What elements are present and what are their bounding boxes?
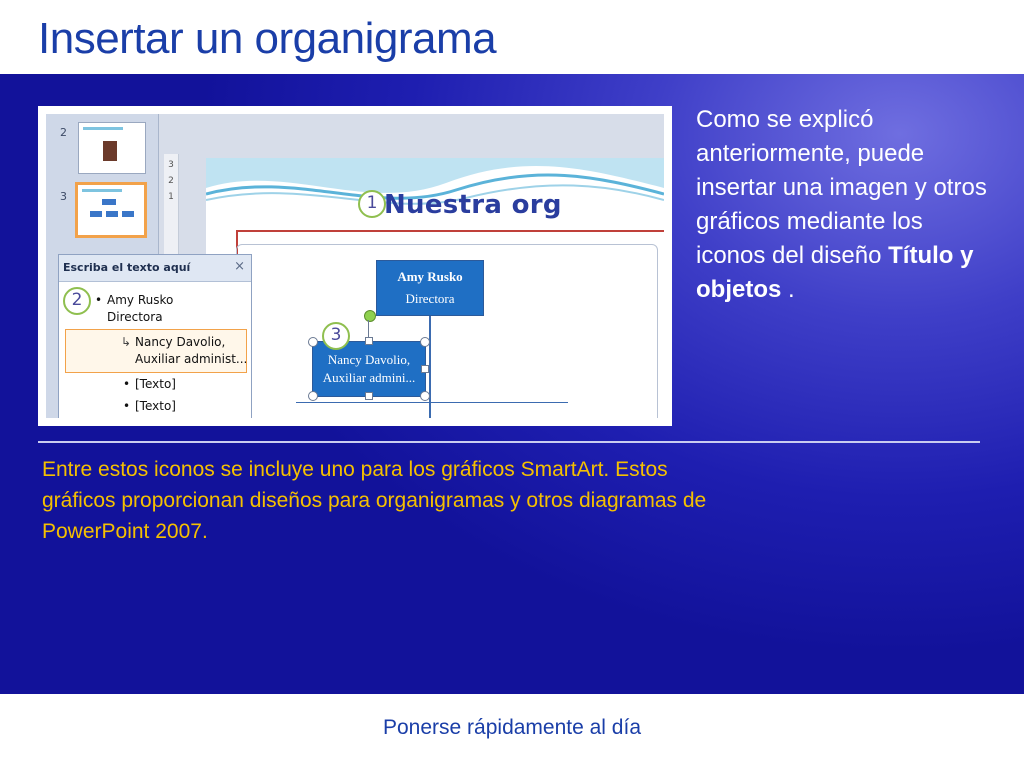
text-pane-header (59, 255, 251, 282)
title-bar (0, 0, 1024, 74)
callout-2: 2 (63, 287, 91, 315)
close-icon[interactable]: × (234, 259, 245, 274)
page-title: Insertar un organigrama (38, 14, 497, 63)
resize-handle[interactable] (365, 337, 373, 345)
org-top-role: Directora (405, 291, 455, 306)
resize-handle[interactable] (420, 391, 430, 401)
thumb-wave (82, 189, 122, 192)
ruler-mark: 2 (168, 176, 174, 186)
text-pane[interactable] (58, 254, 252, 418)
screenshot-frame (38, 106, 672, 426)
ruler-mark: 3 (168, 160, 174, 170)
footer-text: Ponerse rápidamente al día (383, 716, 641, 739)
org-box-top[interactable] (376, 260, 484, 316)
ruler-mark: 1 (168, 192, 174, 202)
divider (38, 441, 980, 443)
thumb-org-box (122, 211, 134, 217)
bullet-icon: • (123, 377, 131, 391)
thumb-number-2: 2 (60, 126, 67, 139)
body-text-part1: Como se explicó anteriormente, puede insertar una imagen y otros gráficos mediante los iconos del diseño (696, 106, 987, 269)
text-pane-item[interactable]: [Texto] (135, 377, 176, 391)
bullet-icon: • (123, 399, 131, 413)
text-pane-item[interactable]: [Texto] (135, 399, 176, 413)
text-pane-item[interactable]: Nancy Davolio, (135, 335, 226, 349)
body-text-bold: Título y objetos (696, 242, 974, 303)
text-pane-item[interactable]: Directora (107, 310, 163, 324)
body-paragraph (696, 103, 996, 307)
callout-3: 3 (322, 322, 350, 350)
org-box-selected[interactable] (312, 341, 426, 397)
powerpoint-screenshot (46, 114, 664, 418)
resize-handle[interactable] (308, 391, 318, 401)
rotate-stem (368, 320, 369, 338)
rotate-handle[interactable] (364, 310, 376, 322)
org-top-name: Amy Rusko (397, 269, 463, 284)
thumb-org-box (102, 199, 116, 205)
slide-thumbnail-3[interactable] (75, 182, 147, 238)
resize-handle[interactable] (365, 392, 373, 400)
thumb-org-box (90, 211, 102, 217)
bullet-icon: • (95, 293, 103, 307)
body-text-part2: . (781, 276, 795, 303)
org-sub-role: Auxiliar admini... (322, 370, 416, 385)
text-pane-item[interactable]: Amy Rusko (107, 293, 174, 307)
highlight-paragraph: Entre estos iconos se incluye uno para los gráficos SmartArt. Estos gráficos proporcionan diseños para organigramas y otros diagramas de PowerPoint 2007. (42, 458, 707, 543)
slide-title: Nuestra org (384, 190, 562, 220)
callout-1: 1 (358, 190, 386, 218)
thumb-wave (83, 127, 123, 130)
resize-handle[interactable] (420, 337, 430, 347)
slide-thumbnail-2[interactable] (78, 122, 146, 174)
thumb-org-box (106, 211, 118, 217)
thumb-photo (103, 141, 117, 161)
text-pane-item[interactable]: Auxiliar administ... (135, 352, 248, 366)
resize-handle[interactable] (308, 337, 318, 347)
org-sub-name: Nancy Davolio, (327, 352, 411, 367)
sub-bullet-icon: ↳ (121, 335, 132, 349)
thumb-number-3: 3 (60, 190, 67, 203)
resize-handle[interactable] (421, 365, 429, 373)
text-pane-title: Escriba el texto aquí (63, 261, 191, 274)
org-connector (296, 402, 568, 403)
